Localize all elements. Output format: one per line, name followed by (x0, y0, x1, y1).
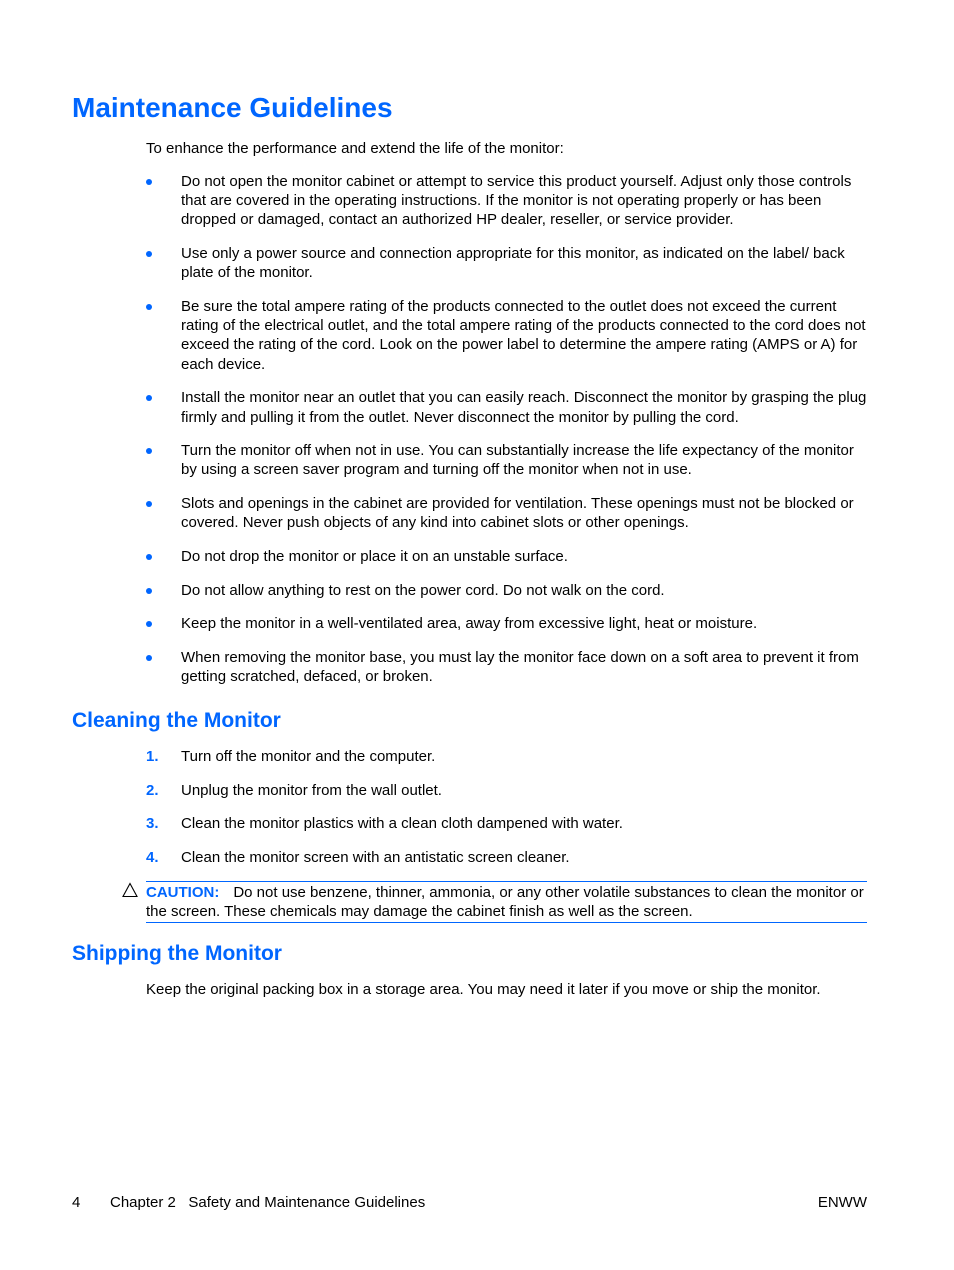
step-item: 1. Turn off the monitor and the computer. (146, 748, 436, 765)
bullet-icon (146, 588, 152, 594)
bullet-icon (146, 179, 152, 185)
list-item: Keep the monitor in a well-ventilated area, away from excessive light, heat or moisture. (146, 614, 868, 633)
caution-box (146, 881, 867, 923)
cleaning-heading: Cleaning the Monitor (72, 709, 281, 732)
step-number: 1. (146, 748, 159, 765)
warning-triangle-icon (122, 882, 138, 898)
bullet-icon (146, 554, 152, 560)
step-item: 3. Clean the monitor plastics with a clean cloth dampened with water. (146, 815, 623, 833)
bullet-icon (146, 304, 152, 310)
list-item: Do not allow anything to rest on the power cord. Do not walk on the cord. (146, 581, 868, 600)
document-code: ENWW (817, 1194, 867, 1211)
list-item: Do not drop the monitor or place it on an unstable surface. (146, 547, 868, 566)
step-item: 2. Unplug the monitor from the wall outlet. (146, 781, 442, 799)
intro-paragraph: To enhance the performance and extend the life of the monitor: (146, 140, 564, 157)
list-item: Use only a power source and connection appropriate for this monitor, as indicated on the label/ back plate of the monitor. (146, 244, 868, 282)
list-item: Turn the monitor off when not in use. You can substantially increase the life expectancy of the monitor by using a screen saver program and turning off the monitor when not in use. (146, 441, 868, 479)
list-item: Be sure the total ampere rating of the products connected to the outlet does not exceed the current rating of the electrical outlet, and the total ampere rating of the products connected to the cord does not exceed the rating of the cord. Look on the power label to determine the ampere rating (AMPS or A) for each device. (146, 297, 868, 374)
bullet-icon (146, 501, 152, 507)
step-number: 4. (146, 849, 159, 867)
caution-text: Do not use benzene, thinner, ammonia, or any other volatile substances to clean the monitor or the screen. These chemicals may damage the cabinet finish as well as the screen. (146, 884, 864, 920)
shipping-heading: Shipping the Monitor (72, 942, 282, 965)
list-item: Do not open the monitor cabinet or attempt to service this product yourself. Adjust only those controls that are covered in the operating instructions. If the monitor is not operating properly or has been dropped or damaged, contact an authorized HP dealer, reseller, or service provider. (146, 172, 868, 230)
bullet-icon (146, 655, 152, 661)
step-item: 4. Clean the monitor screen with an antistatic screen cleaner. (146, 849, 570, 867)
maintenance-bullet-list (146, 172, 868, 701)
bullet-icon (146, 621, 152, 627)
list-item: When removing the monitor base, you must lay the monitor face down on a soft area to prevent it from getting scratched, defaced, or broken. (146, 648, 868, 686)
page-number: 4 (72, 1194, 81, 1211)
bullet-icon (146, 251, 152, 257)
list-item: Slots and openings in the cabinet are provided for ventilation. These openings must not be blocked or covered. Never push objects of any kind into cabinet slots or other openings. (146, 494, 868, 532)
step-number: 2. (146, 781, 159, 799)
shipping-paragraph: Keep the original packing box in a storage area. You may need it later if you move or ship the monitor. (146, 981, 821, 998)
page-title: Maintenance Guidelines (72, 92, 393, 123)
chapter-title: Chapter 2 Safety and Maintenance Guidelines (110, 1194, 426, 1211)
bullet-icon (146, 448, 152, 454)
cleaning-steps-list (146, 747, 868, 882)
list-item: Install the monitor near an outlet that you can easily reach. Disconnect the monitor by grasping the plug firmly and pulling it from the outlet. Never disconnect the monitor by pulling the cord. (146, 388, 868, 426)
bullet-icon (146, 395, 152, 401)
step-number: 3. (146, 815, 159, 833)
caution-label: CAUTION: (146, 884, 220, 901)
